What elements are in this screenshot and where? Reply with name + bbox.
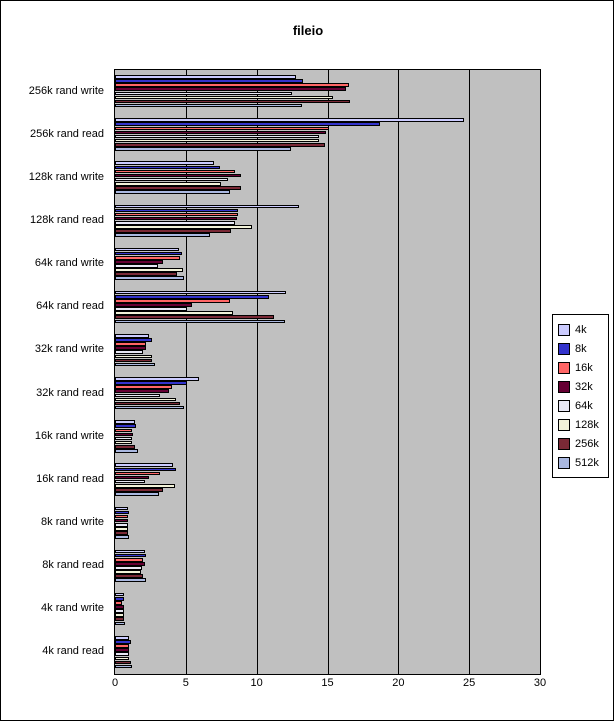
bar [115,570,141,574]
bar [115,303,192,307]
bar [115,161,214,165]
bar [115,131,326,135]
legend-item[interactable] [558,377,604,396]
bar [115,87,346,91]
bar [115,605,124,609]
bar [115,190,230,194]
bar-group [115,372,540,415]
bar [115,433,133,437]
bar [115,350,143,354]
bar [115,320,285,324]
bar [115,268,183,272]
bar [115,597,124,601]
legend-label: 32k [575,380,593,393]
bar [115,515,128,519]
bar [115,225,252,229]
bar [115,276,184,280]
bar [115,311,233,315]
bar [115,363,155,367]
bars-layer [115,70,540,674]
bar [115,406,184,410]
legend-swatch-icon [558,457,570,469]
legend-item[interactable] [558,453,604,472]
bar [115,79,303,83]
legend-item[interactable] [558,434,604,453]
legend-swatch-icon [558,362,570,374]
bar [115,492,159,496]
bar [115,562,145,566]
y-axis-tick-label: 64k rand write [34,257,104,270]
bar [115,307,187,311]
bar [115,186,241,190]
bar [115,229,231,233]
bar [115,644,129,648]
bar [115,640,131,644]
bar [115,449,138,453]
bar [115,617,124,621]
bar [115,398,176,402]
legend-swatch-icon [558,438,570,450]
y-axis-tick-label: 128k rand read [30,214,104,226]
bar [115,622,125,626]
bar [115,75,296,79]
bar-group [115,501,540,544]
y-axis-tick-label: 16k rand write [34,429,104,442]
bar [115,338,152,342]
bar [115,377,199,381]
bar [115,566,142,570]
bar [115,92,292,96]
legend-swatch-icon [558,400,570,412]
y-axis-tick-label: 256k rand write [28,84,104,97]
bar [115,122,380,126]
legend-label: 8k [575,342,587,355]
bar [115,394,160,398]
y-axis-tick-label: 4k rand write [41,602,104,615]
bar [115,100,350,104]
bar [115,147,291,151]
x-axis-tick-label: 25 [463,677,476,689]
legend-item[interactable] [558,396,604,415]
bar [115,359,152,363]
legend-item[interactable] [558,339,604,358]
bar [115,205,299,209]
bar [115,260,163,264]
bar [115,264,158,268]
bar-group [115,70,540,113]
bar [115,334,149,338]
y-axis-labels [1,69,110,675]
bar [115,118,464,122]
bar [115,355,152,359]
legend-label: 512k [575,456,599,469]
bar [115,488,163,492]
bar [115,389,169,393]
bar [115,291,286,295]
bar [115,578,146,582]
legend-label: 128k [575,418,599,431]
bar [115,174,241,178]
bar [115,381,187,385]
bar [115,601,122,605]
bar [115,139,319,143]
bar [115,178,228,182]
bar [115,170,235,174]
legend-label: 64k [575,399,593,412]
bar [115,665,132,669]
bar [115,613,124,617]
bar-group [115,113,540,156]
bar [115,554,146,558]
bar [115,252,182,256]
bar [115,420,135,424]
bar [115,342,146,346]
bar [115,299,230,303]
bar-group [115,286,540,329]
bar [115,166,220,170]
bar [115,550,145,554]
bar-group [115,243,540,286]
legend-swatch-icon [558,324,570,336]
x-axis-tick-label: 15 [321,677,334,689]
y-axis-tick-label: 64k rand read [36,300,104,313]
bar [115,83,349,87]
x-axis-tick-label: 10 [250,677,263,689]
bar [115,424,136,428]
bar [115,476,149,480]
x-axis-tick-label: 5 [182,677,189,689]
bar [115,96,333,100]
legend-swatch-icon [558,381,570,393]
bar-group [115,545,540,588]
bar [115,593,124,597]
bar [115,574,143,578]
bar [115,480,145,484]
legend [552,314,609,478]
x-axis-labels [111,677,547,697]
bar [115,519,128,523]
y-axis-tick-label: 8k rand write [41,516,104,528]
bar [115,213,238,217]
bar [115,256,180,260]
bar [115,636,129,640]
bar-group [115,458,540,501]
plot-area [114,69,541,675]
legend-label: 16k [575,361,593,374]
bar [115,221,235,225]
bar [115,652,129,656]
bar [115,429,132,433]
x-axis-tick-label: 20 [392,677,405,689]
y-axis-tick-label: 256k rand read [30,127,104,140]
x-axis-tick-label: 0 [111,677,119,689]
bar [115,472,160,476]
bar [115,127,329,131]
grid-line [540,70,541,674]
y-axis-tick-label: 8k rand read [42,559,104,572]
bar [115,441,132,445]
chart-title: fileio [292,23,324,38]
bar [115,527,128,531]
bar [115,523,128,527]
bar-group [115,329,540,372]
bar [115,385,172,389]
bar [115,468,176,472]
bar [115,531,128,535]
legend-label: 4k [575,323,587,336]
bar [115,535,129,539]
y-axis-tick-label: 32k rand write [34,343,104,356]
y-axis-tick-label: 32k rand read [36,386,104,399]
bar [115,315,274,319]
legend-item[interactable] [558,320,604,339]
bar [115,143,325,147]
bar [115,609,124,613]
legend-swatch-icon [558,419,570,431]
bar [115,463,173,467]
bar-group [115,156,540,199]
bar [115,233,210,237]
y-axis-tick-label: 16k rand read [36,472,104,485]
bar-group [115,631,540,674]
bar [115,295,269,299]
legend-label: 256k [575,437,599,450]
bar [115,648,129,652]
bar [115,437,132,441]
bar [115,657,129,661]
y-axis-tick-label: 128k rand write [28,170,104,183]
bar-group [115,588,540,631]
bar [115,507,128,511]
bar [115,511,129,515]
bar-group [115,415,540,458]
bar [115,484,175,488]
bar [115,346,146,350]
bar [115,104,302,108]
x-axis-tick-label: 30 [533,677,547,689]
bar [115,402,180,406]
legend-item[interactable] [558,358,604,377]
bar [115,248,179,252]
bar [115,217,237,221]
bar [115,209,238,213]
bar [115,272,177,276]
bar [115,445,135,449]
bar [115,182,221,186]
legend-swatch-icon [558,343,570,355]
bar [115,661,131,665]
y-axis-tick-label: 4k rand read [42,645,104,658]
legend-item[interactable] [558,415,604,434]
bar [115,558,143,562]
bar-group [115,199,540,242]
bar [115,135,319,139]
